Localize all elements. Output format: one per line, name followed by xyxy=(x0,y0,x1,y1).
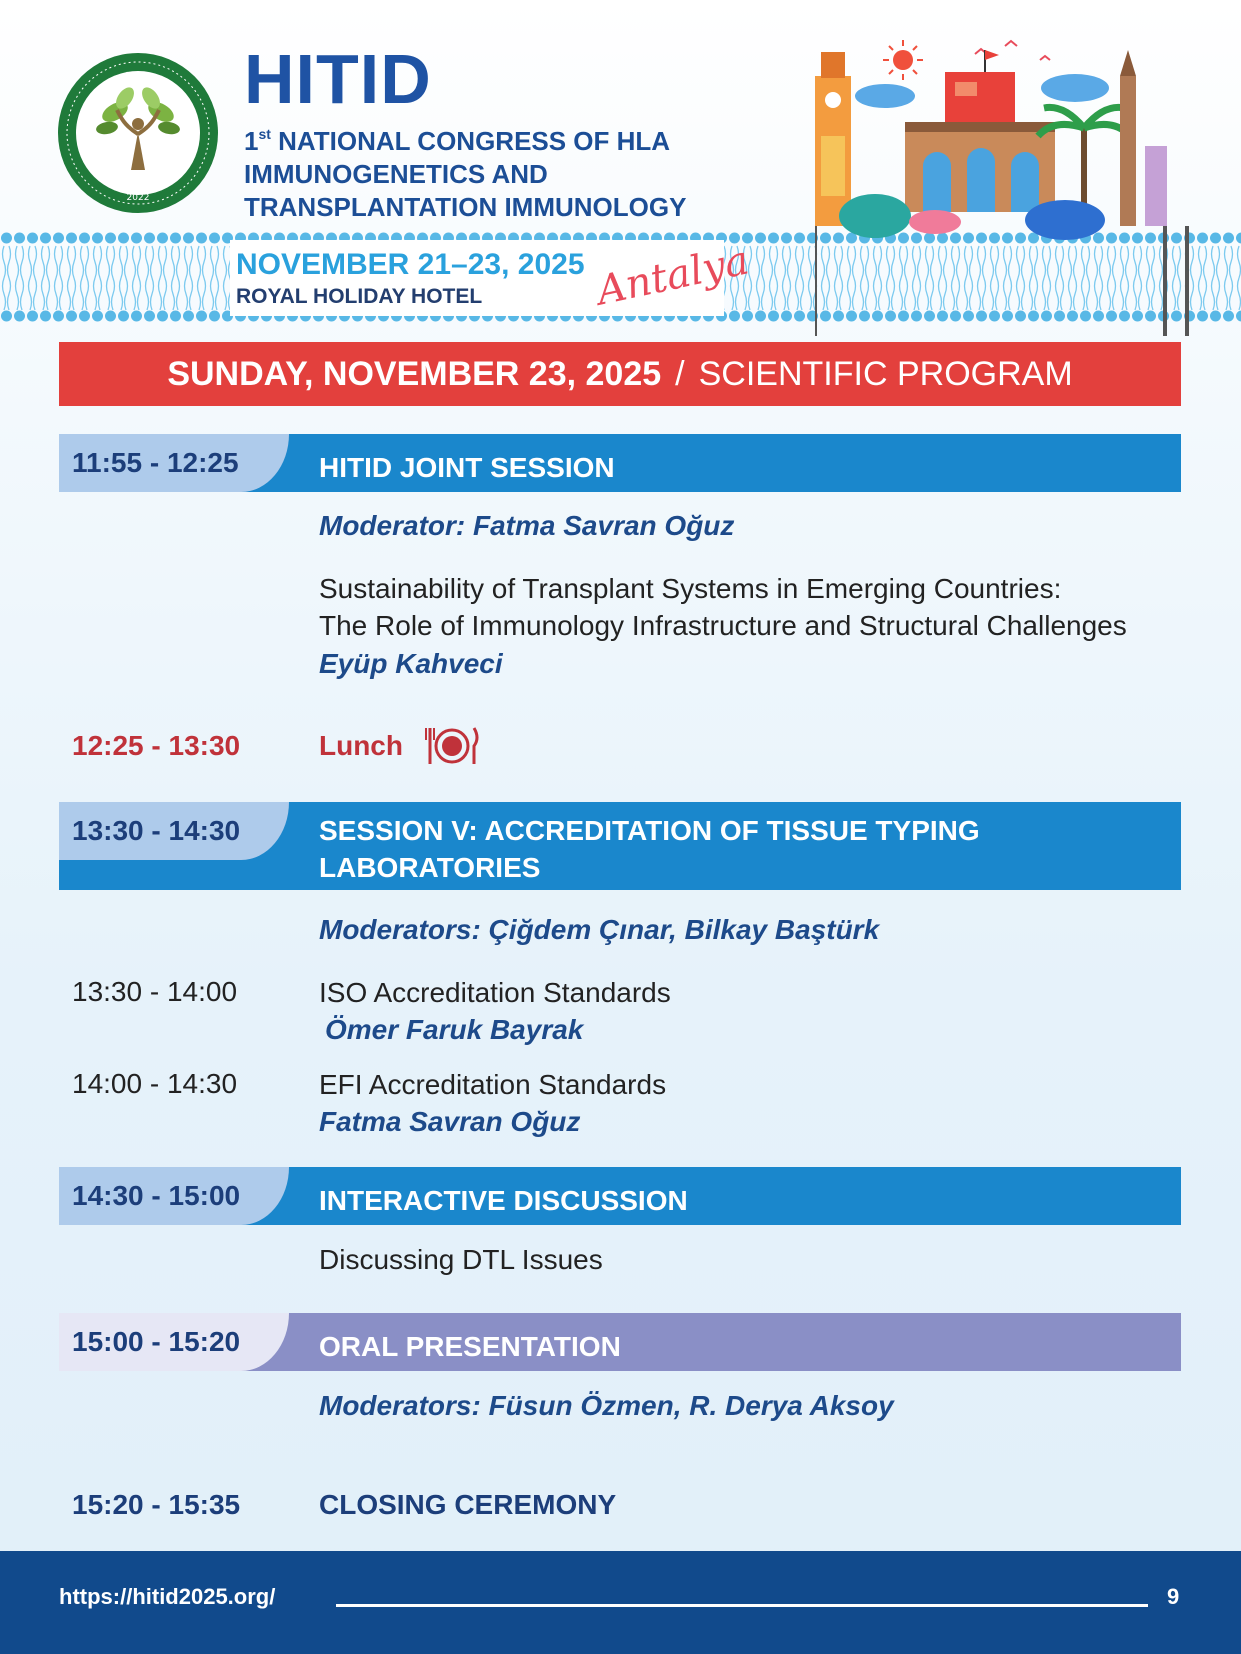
talk-title: ISO Accreditation Standards xyxy=(319,977,671,1008)
closing-title: CLOSING CEREMONY xyxy=(319,1489,617,1520)
congress-line-2: IMMUNOGENETICS AND xyxy=(244,159,548,189)
congress-line-1-text: NATIONAL CONGRESS OF HLA xyxy=(270,126,671,156)
antalya-landmarks-icon xyxy=(815,36,1205,336)
session-header-discussion xyxy=(59,1167,1181,1225)
association-logo xyxy=(55,50,221,216)
talk-time: 13:30 - 14:00 xyxy=(72,976,238,1007)
website-link[interactable]: https://hitid2025.org/ xyxy=(59,1584,276,1609)
talk-speaker: Ömer Faruk Bayrak xyxy=(325,1014,584,1045)
talk-title: EFI Accreditation Standards xyxy=(319,1069,667,1100)
congress-title xyxy=(244,118,686,224)
talk-speaker: Eyüp Kahveci xyxy=(319,648,503,679)
congress-line-1 xyxy=(244,118,686,158)
talk-time: 14:00 - 14:30 xyxy=(72,1068,238,1099)
day-banner-date: SUNDAY, NOVEMBER 23, 2025 xyxy=(167,354,662,393)
brand-title: HITID xyxy=(244,40,432,118)
session-title: INTERACTIVE DISCUSSION xyxy=(319,1185,688,1216)
session-header-joint xyxy=(59,434,1181,492)
session-time: 13:30 - 14:30 xyxy=(72,815,241,846)
day-banner-program: SCIENTIFIC PROGRAM xyxy=(698,354,1073,393)
session-title: ORAL PRESENTATION xyxy=(319,1331,621,1362)
closing-time: 15:20 - 15:35 xyxy=(72,1489,241,1520)
session-time: 14:30 - 15:00 xyxy=(72,1180,241,1211)
session-moderators: Moderators: Çiğdem Çınar, Bilkay Baştürk xyxy=(319,914,880,945)
congress-venue: ROYAL HOLIDAY HOTEL xyxy=(236,285,483,308)
talk-title-line-1: Sustainability of Transplant Systems in Emerging Countries: xyxy=(319,573,1062,604)
plate-cutlery-icon xyxy=(424,726,480,766)
session-time: 11:55 - 12:25 xyxy=(72,447,239,478)
lunch-time: 12:25 - 13:30 xyxy=(72,730,241,761)
footer-divider xyxy=(336,1604,1148,1607)
page-number: 9 xyxy=(1167,1584,1180,1609)
logo-year: 2022 xyxy=(126,193,150,203)
congress-dates: NOVEMBER 21–23, 2025 xyxy=(236,248,585,281)
day-banner-separator: / xyxy=(675,354,685,393)
session-title: SESSION V: ACCREDITATION OF TISSUE TYPING LABORATORIES xyxy=(319,815,980,883)
city-script: Antalya xyxy=(592,237,753,315)
session-moderator: Moderator: Fatma Savran Oğuz xyxy=(319,510,735,541)
talk-speaker: Fatma Savran Oğuz xyxy=(319,1106,581,1137)
session-title: HITID JOINT SESSION xyxy=(319,452,615,483)
talk-title-line-2: The Role of Immunology Infrastructure and Structural Challenges xyxy=(319,610,1127,641)
congress-ordinal: 1 xyxy=(244,126,259,156)
session-moderators: Moderators: Füsun Özmen, R. Derya Aksoy xyxy=(319,1390,894,1421)
session-time: 15:00 - 15:20 xyxy=(72,1326,241,1357)
congress-line-3: TRANSPLANTATION IMMUNOLOGY xyxy=(244,192,687,222)
congress-ordinal-suffix: st xyxy=(258,126,271,142)
lunch-label: Lunch xyxy=(319,730,403,761)
day-banner xyxy=(59,342,1181,406)
session-description: Discussing DTL Issues xyxy=(319,1244,603,1275)
session-header-accreditation xyxy=(59,802,1181,890)
session-header-oral xyxy=(59,1313,1181,1371)
